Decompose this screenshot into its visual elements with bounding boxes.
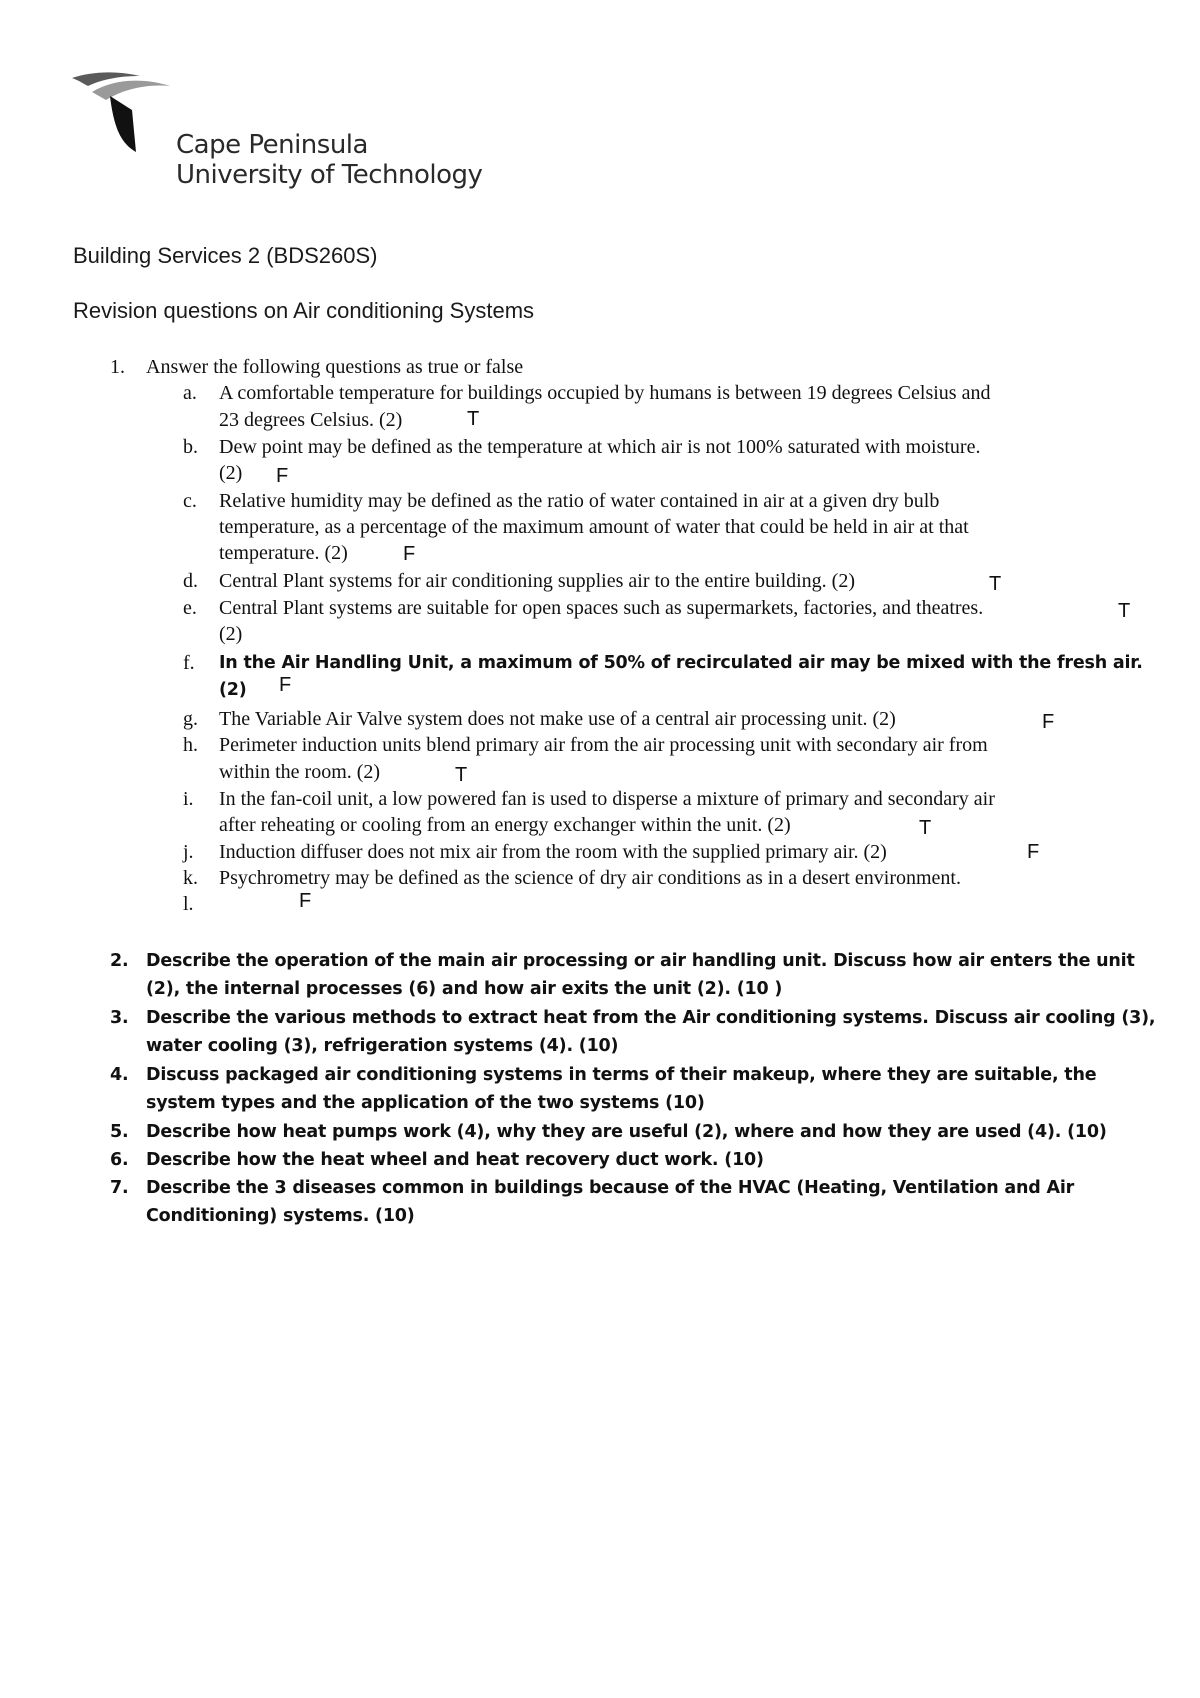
item-letter: b.: [183, 436, 198, 458]
logo-line-2: University of Technology: [176, 160, 483, 190]
question-line: (2), the internal processes (6) and how air exits the unit (2). (10 ): [146, 979, 783, 999]
item-letter: k.: [183, 867, 198, 889]
item-line: A comfortable temperature for buildings occupied by humans is between 19 degrees Celsius and: [219, 382, 991, 404]
item-letter: a.: [183, 382, 197, 404]
item-line: 23 degrees Celsius. (2): [219, 409, 403, 431]
question-line: Describe how heat pumps work (4), why they are useful (2), where and how they are used (4). (10): [146, 1122, 1107, 1142]
item-line: Induction diffuser does not mix air from the room with the supplied primary air. (2): [219, 841, 887, 863]
answer-mark: T: [467, 408, 480, 430]
question-number: 6.: [110, 1150, 129, 1170]
answer-mark: T: [455, 764, 468, 786]
item-letter: c.: [183, 490, 197, 512]
university-logo: [70, 70, 490, 200]
item-letter: i.: [183, 788, 194, 810]
university-emblem-icon: [70, 70, 180, 160]
question-line: Describe the 3 diseases common in buildings because of the HVAC (Heating, Ventilation and Air: [146, 1178, 1075, 1198]
answer-mark: T: [919, 817, 932, 839]
question-line: Describe how the heat wheel and heat recovery duct work. (10): [146, 1150, 764, 1170]
question-number: 3.: [110, 1008, 129, 1028]
question-number: 7.: [110, 1178, 129, 1198]
item-line: In the Air Handling Unit, a maximum of 50% of recirculated air may be mixed with the fresh air.: [219, 653, 1143, 673]
item-line: (2): [219, 462, 243, 484]
document-subtitle: Revision questions on Air conditioning Systems: [73, 298, 535, 323]
item-line: Central Plant systems are suitable for open spaces such as supermarkets, factories, and theatres.: [219, 597, 984, 619]
item-letter: h.: [183, 734, 198, 756]
question-number: 4.: [110, 1065, 129, 1085]
item-line: Central Plant systems for air conditioning supplies air to the entire building. (2): [219, 570, 855, 592]
item-line: In the fan-coil unit, a low powered fan is used to disperse a mixture of primary and secondary air: [219, 788, 995, 810]
course-title: Building Services 2 (BDS260S): [73, 243, 378, 268]
question-number: 1.: [110, 356, 125, 378]
item-line: Dew point may be defined as the temperature at which air is not 100% saturated with moisture.: [219, 436, 981, 458]
item-letter: g.: [183, 708, 198, 730]
item-line: Relative humidity may be defined as the ratio of water contained in air at a given dry bulb: [219, 490, 940, 512]
item-line: temperature, as a percentage of the maximum amount of water that could be held in air at that: [219, 516, 969, 538]
question-line: Discuss packaged air conditioning systems in terms of their makeup, where they are suitable, the: [146, 1065, 1097, 1085]
question-number: 5.: [110, 1122, 129, 1142]
question-line: system types and the application of the two systems (10): [146, 1093, 705, 1113]
question-line: Describe the various methods to extract heat from the Air conditioning systems. Discuss air cooling (3),: [146, 1008, 1156, 1028]
answer-mark: F: [276, 465, 289, 487]
item-line: Psychrometry may be defined as the science of dry air conditions as in a desert environment.: [219, 867, 961, 889]
item-letter: f.: [183, 652, 195, 674]
item-letter: d.: [183, 570, 198, 592]
item-line: (2): [219, 680, 247, 700]
answer-mark: F: [299, 890, 312, 912]
item-letter: e.: [183, 597, 197, 619]
item-line: after reheating or cooling from an energy exchanger within the unit. (2): [219, 814, 791, 836]
item-line: The Variable Air Valve system does not make use of a central air processing unit. (2): [219, 708, 896, 730]
answer-mark: F: [1027, 841, 1040, 863]
question-line: Describe the operation of the main air processing or air handling unit. Discuss how air enters the unit: [146, 951, 1135, 971]
answer-mark: F: [1042, 711, 1055, 733]
item-letter: l.: [183, 893, 194, 915]
item-line: (2): [219, 623, 243, 645]
item-line: temperature. (2): [219, 542, 348, 564]
question-line: water cooling (3), refrigeration systems (4). (10): [146, 1036, 619, 1056]
answer-mark: T: [989, 573, 1002, 595]
logo-line-1: Cape Peninsula: [176, 130, 368, 160]
logo-wordmark: [176, 130, 482, 190]
item-letter: j.: [183, 841, 194, 863]
item-line: Perimeter induction units blend primary air from the air processing unit with secondary air from: [219, 734, 988, 756]
item-line: within the room. (2): [219, 761, 381, 783]
question-text: Answer the following questions as true or false: [146, 356, 524, 378]
question-number: 2.: [110, 951, 129, 971]
question-line: Conditioning) systems. (10): [146, 1206, 415, 1226]
answer-mark: F: [403, 543, 416, 565]
answer-mark: T: [1118, 600, 1131, 622]
answer-mark: F: [279, 674, 292, 696]
